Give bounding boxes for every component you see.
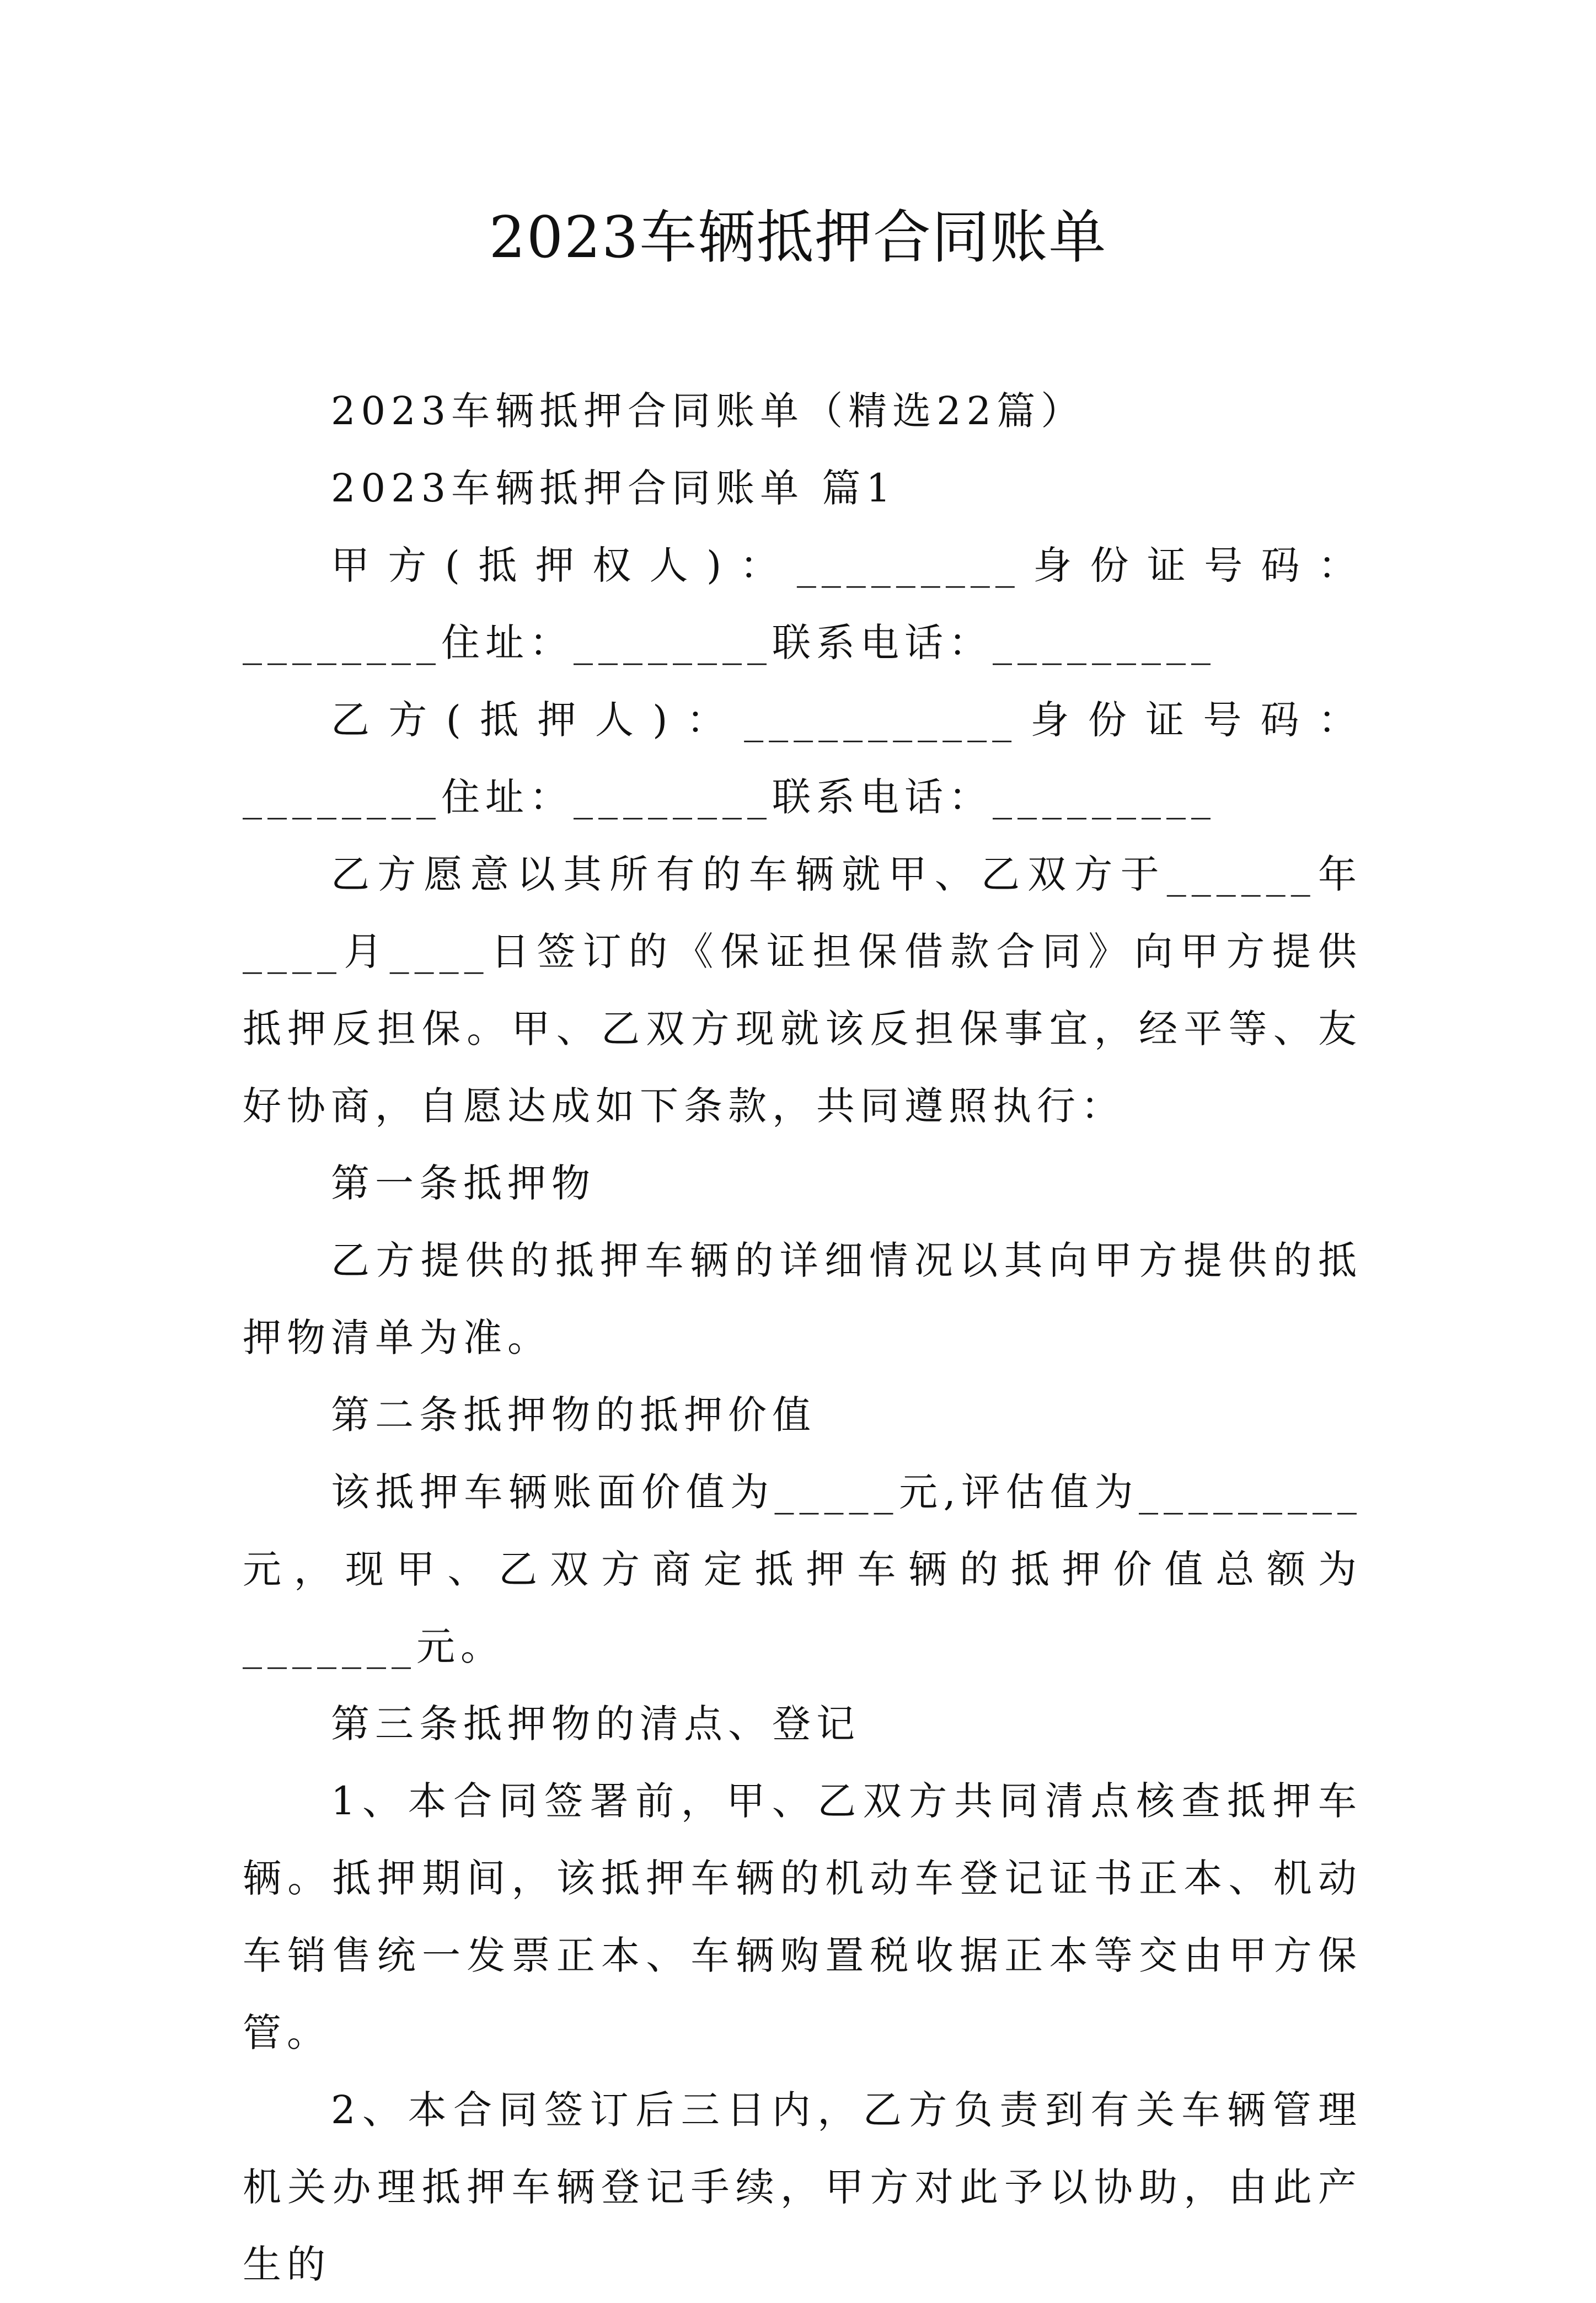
paragraph-preamble: 乙方愿意以其所有的车辆就甲、乙双方于______年____月____日签订的《保证担保借款合同》向甲方提供抵押反担保。甲、乙双方现就该反担保事宜，经平等、友好协商，自愿达成如下条款，共同遵照执行： [243, 852, 1362, 1129]
document-title: 2023车辆抵押合同账单 [489, 204, 1107, 271]
article-3-item-1: 1、本合同签署前，甲、乙双方共同清点核查抵押车辆。抵押期间，该抵押车辆的机动车登记证书正本、机动车销售统一发票正本、车辆购置税收据正本等交由甲方保管。 [243, 1778, 1362, 2055]
paragraph-party-b: 乙方(抵押人)：___________身份证号码：________住址：________联系电话：_________ [243, 697, 1362, 820]
paragraph-party-a: 甲方(抵押权人)：_________身份证号码：________住址：________联系电话：_________ [243, 543, 1362, 665]
article-3-item-2: 2、本合同签订后三日内，乙方负责到有关车辆管理机关办理抵押车辆登记手续，甲方对此予以协助，由此产生的 [243, 2087, 1362, 2287]
paragraph-section-heading: 2023车辆抵押合同账单 篇1 [331, 466, 896, 511]
article-2-heading: 第二条抵押物的抵押价值 [331, 1392, 816, 1438]
document-body [243, 372, 1362, 2303]
paragraph-subtitle: 2023车辆抵押合同账单（精选22篇） [331, 388, 1085, 434]
article-2-text: 该抵押车辆账面价值为_____元,评估值为_________元，现甲、乙双方商定抵押车辆的抵押价值总额为_______元。 [243, 1470, 1362, 1669]
article-1-text: 乙方提供的抵押车辆的详细情况以其向甲方提供的抵押物清单为准。 [243, 1238, 1362, 1360]
article-1-heading: 第一条抵押物 [331, 1161, 596, 1206]
article-3-heading: 第三条抵押物的清点、登记 [331, 1701, 860, 1746]
